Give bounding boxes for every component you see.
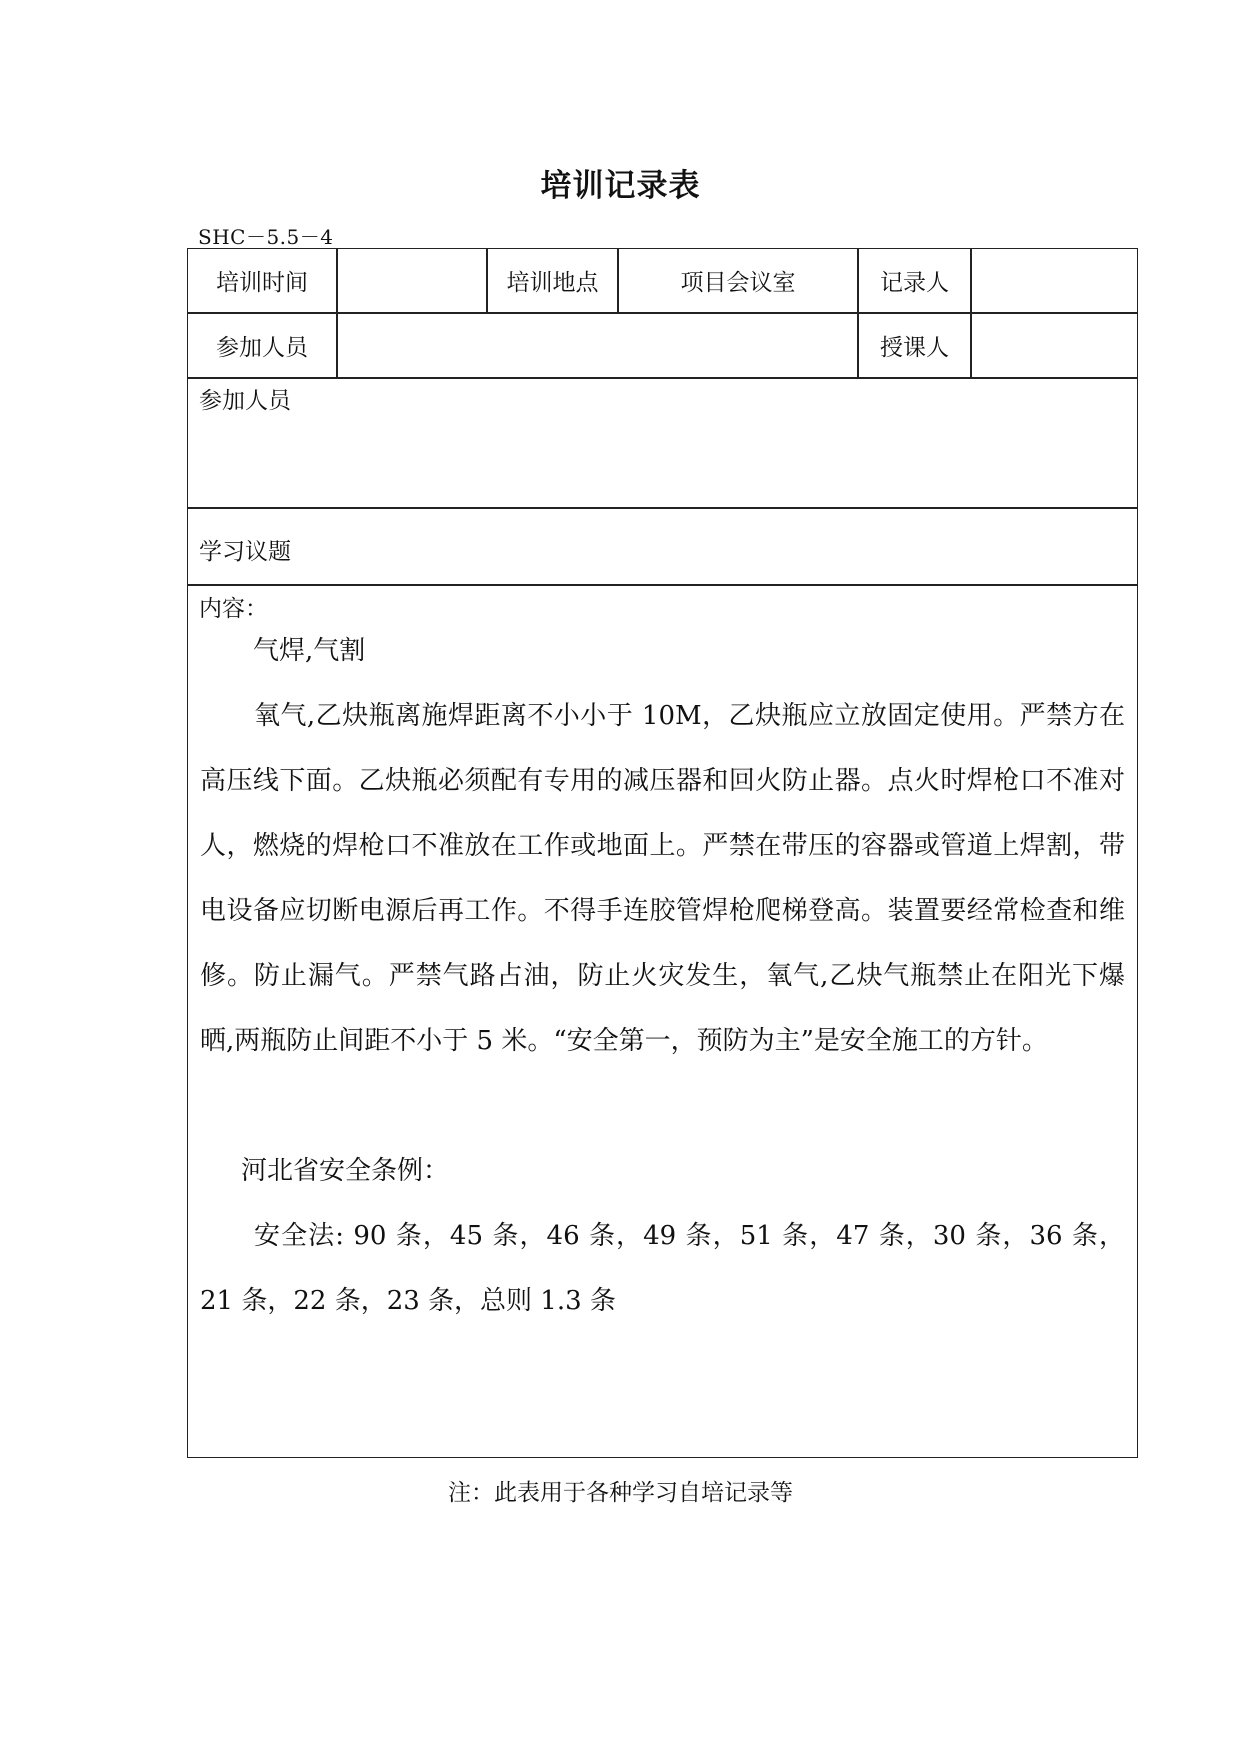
row-divider: [187, 377, 1138, 379]
content-paragraph: 氧气,乙炔瓶离施焊距离不小小于 10M，乙炔瓶应立放固定使用。严禁方在高压线下面。乙炔瓶必须配有专用的减压器和回火防止器。点火时焊枪口不准对人，燃烧的焊枪口不准放在工作或地面上。严禁在带压的容器或管道上焊割，带电设备应切断电源后再工作。不得手连胶管焊枪爬梯登高。装置要经常检查和维修。防止漏气。严禁气路占油，防止火灾发生，氧气,乙炔气瓶禁止在阳光下爆晒,两瓶防止间距不小于 5 米。“安全第一，预防为主”是安全施工的方针。: [200, 701, 1125, 1056]
training-place-value[interactable]: 项目会议室: [680, 270, 796, 296]
recorder-label: 记录人: [880, 270, 949, 296]
instructor-label: 授课人: [880, 335, 949, 361]
row-divider: [187, 584, 1138, 586]
participants-value[interactable]: [338, 314, 857, 377]
content-subtitle: 气焊,气割: [253, 636, 366, 666]
form-code: SHC－5.5－4: [198, 225, 334, 249]
training-time-value[interactable]: [338, 249, 486, 312]
footer-note: 注：此表用于各种学习自培记录等: [448, 1480, 793, 1506]
recorder-value[interactable]: [972, 249, 1136, 312]
document-title: 培训记录表: [540, 168, 701, 204]
row-divider: [187, 507, 1138, 509]
study-topic-label: 学习议题: [199, 539, 291, 565]
safety-law-articles: 安全法: 90 条，45 条，46 条，49 条，51 条，47 条，30 条，36 条，21 条，22 条，23 条，总则 1.3 条: [200, 1221, 1125, 1316]
participants-section-label: 参加人员: [199, 388, 291, 414]
training-place-label: 培训地点: [506, 270, 599, 296]
training-time-label: 培训时间: [216, 270, 308, 296]
instructor-value[interactable]: [972, 314, 1136, 377]
content-label: 内容：: [199, 596, 268, 622]
participants-label: 参加人员: [216, 335, 308, 361]
regulation-heading: 河北省安全条例：: [241, 1156, 450, 1186]
